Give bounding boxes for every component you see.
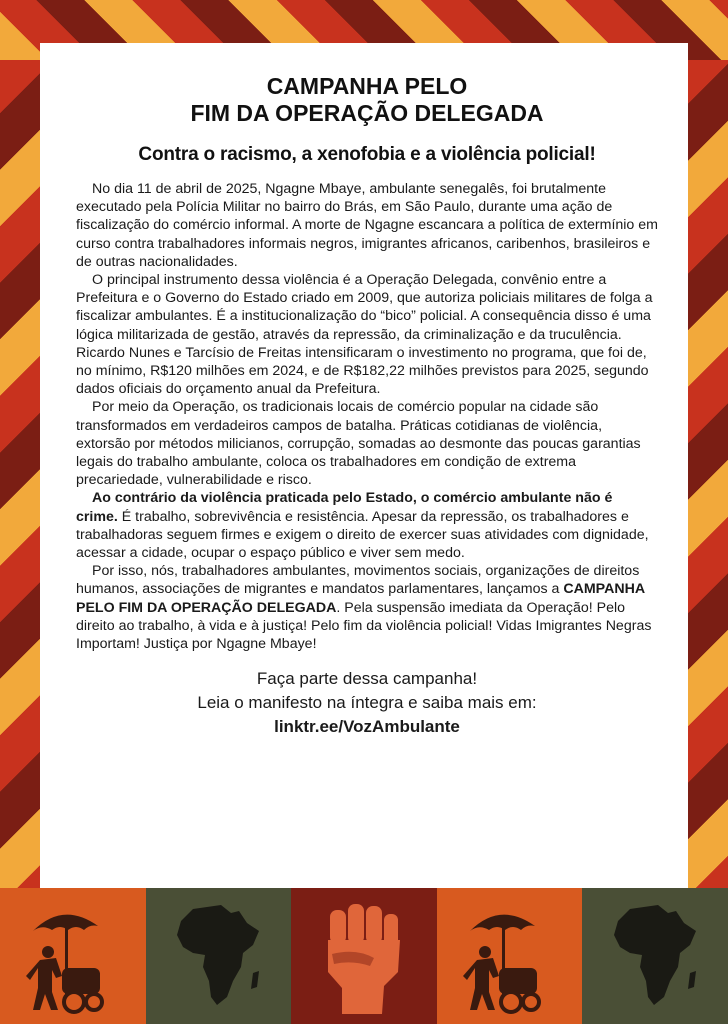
africa-map-icon [173, 901, 263, 1011]
street-vendor-umbrella-icon [455, 896, 565, 1016]
flyer-card [40, 43, 688, 888]
paragraph-2: O principal instrumento dessa violência é a Operação Delegada, convênio entre a Prefeitura e o Governo do Estado criado em 2009, que autoriza policiais militares de folga a fiscalizar ambulantes. É a institucionalização do “bico” policial. A consequência disso é uma lógica militarizada de gestão, através da repressão, da criminalização e da truculência. Ricardo Nunes e Tarcísio de Freitas intensificaram o investimento no programa, que foi de, no mínimo, R$120 milhões em 2024, e de R$182,22 milhões previstos para 2025, segundo dados oficiais do orçamento anual da Prefeitura. [76, 272, 653, 398]
paragraph-1: No dia 11 de abril de 2025, Ngagne Mbaye, ambulante senegalês, foi brutalmente executado pela Polícia Militar no bairro do Brás, em São Paulo, durante uma ação de fiscalização do comércio informal. A morte de Ngagne escancara a política de extermínio em curso contra trabalhadores informais negros, imigrantes africanos, caribenhos, brasileiros e de outras nacionalidades. [76, 181, 658, 270]
call-to-action [76, 667, 658, 739]
paragraph-5-start: Por isso, nós, trabalhadores ambulantes, movimentos sociais, organizações de direitos humanos, associações de migrantes e mandatos parlamentares, lançamos a [76, 563, 640, 598]
paragraph-5-bold: CAMPANHA PELO FIM DA OPERAÇÃO DELEGADA [76, 581, 645, 616]
title-line-1: CAMPANHA PELO [266, 73, 468, 99]
tile-vendor-1 [0, 888, 146, 1024]
africa-map-icon [610, 901, 700, 1011]
tile-vendor-2 [437, 888, 583, 1024]
campaign-link[interactable]: linktr.ee/VozAmbulante [274, 717, 460, 737]
icon-band [0, 888, 728, 1024]
tile-africa-2 [582, 888, 728, 1024]
tile-fist [291, 888, 437, 1024]
paragraph-4 [76, 489, 658, 562]
tile-africa-1 [146, 888, 292, 1024]
page-title [76, 73, 658, 127]
cta-line-2: Leia o manifesto na íntegra e saiba mais em: [197, 693, 537, 713]
raised-fist-icon [316, 896, 412, 1016]
manifesto-body [76, 180, 658, 653]
subtitle: Contra o racismo, a xenofobia e a violência policial! [138, 144, 596, 165]
paragraph-4-rest: É trabalho, sobrevivência e resistência. Apesar da repressão, os trabalhadores e trabalhadoras seguem firmes e exigem o direito de exercer suas atividades com dignidade, acessar a cidade, ocupar o espaço público e viver sem medo. [76, 508, 649, 562]
paragraph-4-bold: Ao contrário da violência praticada pelo Estado, o comércio ambulante não é crime. [76, 490, 613, 525]
title-line-2: FIM DA OPERAÇÃO DELEGADA [190, 100, 544, 126]
paragraph-5 [76, 562, 658, 653]
street-vendor-umbrella-icon [18, 896, 128, 1016]
cta-line-1: Faça parte dessa campanha! [256, 669, 478, 689]
paragraph-5-end: . Pela suspensão imediata da Operação! Pelo direito ao trabalho, à vida e à justiça! Pelo fim da violência policial! Vidas Imigrantes Negras Importam! Justiça por Ngagne Mbaye! [76, 599, 652, 653]
paragraph-3: Por meio da Operação, os tradicionais locais de comércio popular na cidade são transformados em verdadeiros campos de batalha. Práticas cotidianas de violência, extorsão por métodos milicianos, corrupção, somadas ao desmonte das poucas garantias legais do trabalho ambulante, coloca os trabalhadores em condição de extrema precariedade, vulnerabilidade e risco. [76, 399, 641, 489]
